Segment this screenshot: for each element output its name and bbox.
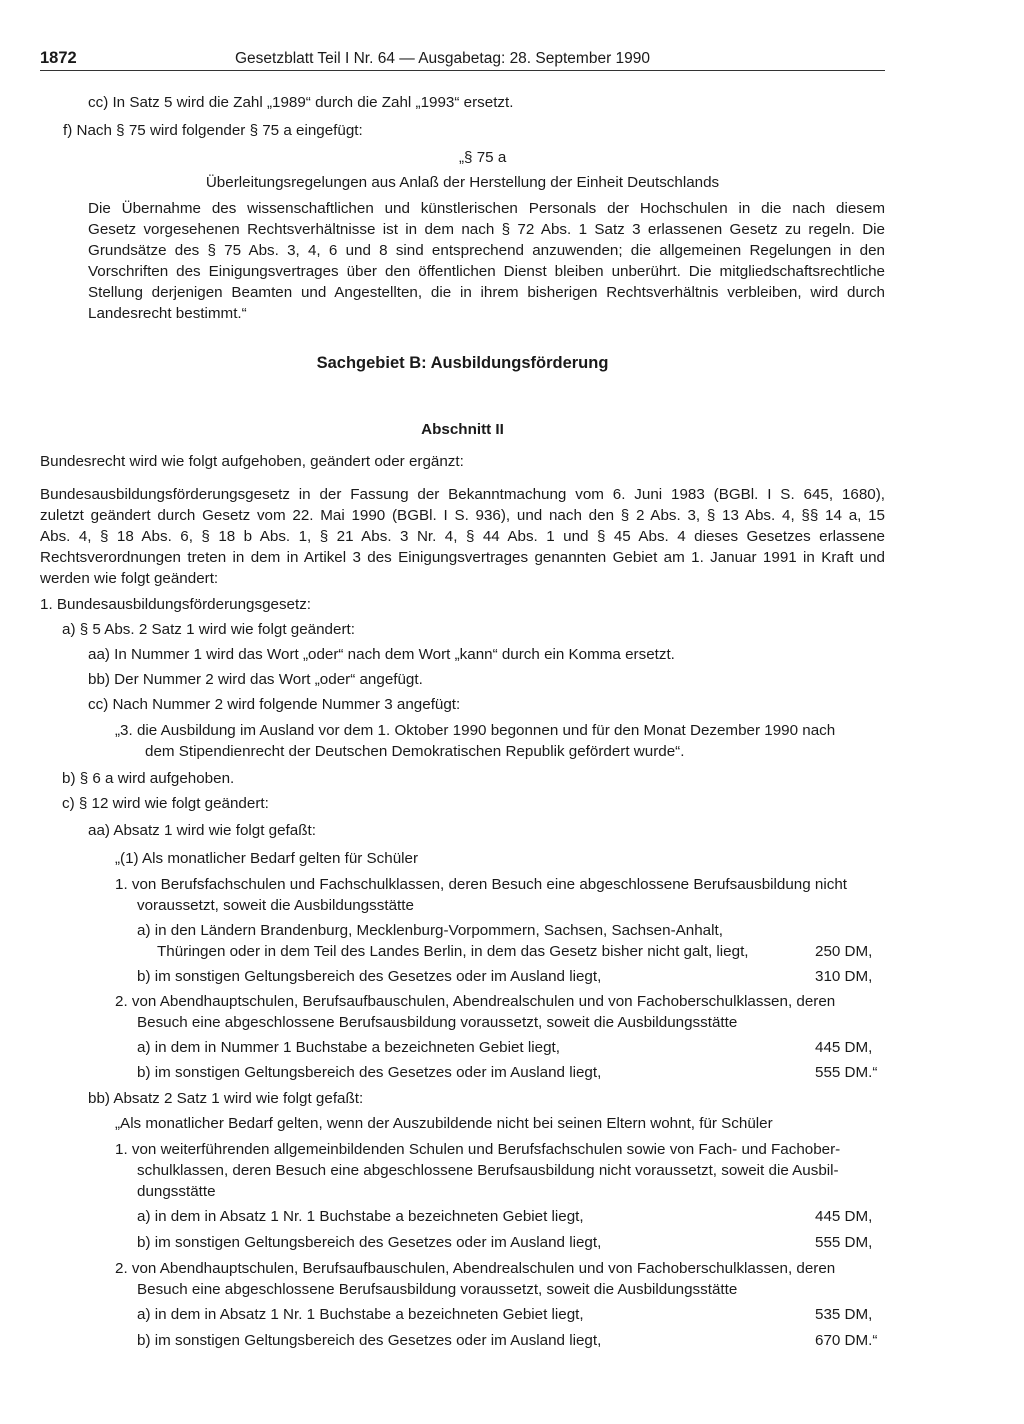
item-a-cc-quote: dem Stipendienrecht der Deutschen Demokratischen Republik gefördert wurde“. [145,743,685,760]
item-c-aa-quote: „(1) Als monatlicher Bedarf gelten für Schüler [115,850,419,867]
page-number: 1872 [40,49,77,67]
section-title: Überleitungsregelungen aus Anlaß der Herstellung der Einheit Deutschlands [205,174,720,191]
law-text-line: Rechtsverordnungen treten in dem in Artikel 3 des Einigungsvertrages genannten Gebiet am 1. Januar 1991 in Kraft und [40,549,885,566]
law-text-line: Bundesausbildungsförderungsgesetz in der Fassung der Bekanntmachung vom 6. Juni 1983 (BGBl. I S. 645, 1680), [40,486,885,503]
amount: 555 DM.“ [815,1064,878,1081]
section-text-line: Vorschriften des Einigungsvertrages über den öffentlichen Dienst bleiben unberührt. Die mitgliedschaftsrechtliche [88,263,885,280]
intro-text: Bundesrecht wird wie folgt aufgehoben, geändert oder ergänzt: [40,453,464,470]
header-title: Gesetzblatt Teil I Nr. 64 — Ausgabetag: 28. September 1990 [235,50,651,67]
amendment-cc: cc) In Satz 5 wird die Zahl „1989“ durch die Zahl „1993“ ersetzt. [88,94,514,111]
item-c-aa-1a: a) in den Ländern Brandenburg, Mecklenburg-Vorpommern, Sachsen, Sachsen-Anhalt, [137,922,723,939]
item-c-aa-1: voraussetzt, soweit die Ausbildungsstätte [137,897,414,914]
amount: 670 DM.“ [815,1332,878,1349]
amount: 310 DM, [815,968,873,985]
item-b: b) § 6 a wird aufgehoben. [62,770,235,787]
section-text-line: Grundsätze des § 75 Abs. 3, 4, 6 und 8 sind entsprechend anzuwenden; die allgemeinen Regelungen in den [88,242,885,259]
item-c-aa-2: 2. von Abendhauptschulen, Berufsaufbauschulen, Abendrealschulen und von Fachoberschulklassen, deren [115,993,836,1010]
item-c-aa-1: 1. von Berufsfachschulen und Fachschulklassen, deren Besuch eine abgeschlossene Berufsausbildung nicht [115,876,847,893]
item-1: 1. Bundesausbildungsförderungsgesetz: [40,596,312,613]
section-text-line: Gesetz vorgesehenen Rechtsverhältnisse ist in dem nach § 72 Abs. 1 Satz 3 erlassenen Gesetz zu regeln. Die [88,221,885,238]
page-header [40,48,885,71]
section-number: „§ 75 a [459,149,507,166]
item-a: a) § 5 Abs. 2 Satz 1 wird wie folgt geändert: [62,621,355,638]
amendment-f: f) Nach § 75 wird folgender § 75 a eingefügt: [63,122,363,139]
item-c-aa-2: Besuch eine abgeschlossene Berufsausbildung voraussetzt, soweit die Ausbildungsstätte [137,1014,738,1031]
item-a-cc: cc) Nach Nummer 2 wird folgende Nummer 3 angefügt: [88,696,461,713]
amount: 555 DM, [815,1234,873,1251]
amount: 445 DM, [815,1208,873,1225]
item-a-cc-quote: „3. die Ausbildung im Ausland vor dem 1. Oktober 1990 begonnen und für den Monat Dezember 1990 nach [115,722,836,739]
sachgebiet-heading: Sachgebiet B: Ausbildungsförderung [316,354,609,372]
amount: 445 DM, [815,1039,873,1056]
item-c-aa-1a: Thüringen oder in dem Teil des Landes Berlin, in dem das Gesetz bisher nicht galt, liegt, [157,943,749,960]
item-c-bb-1: dungsstätte [137,1183,216,1200]
item-c-bb-1a: a) in dem in Absatz 1 Nr. 1 Buchstabe a bezeichneten Gebiet liegt, [137,1208,584,1225]
section-text-line: Landesrecht bestimmt.“ [88,305,247,322]
item-c-aa: aa) Absatz 1 wird wie folgt gefaßt: [88,822,316,839]
item-c-bb-1b: b) im sonstigen Geltungsbereich des Gesetzes oder im Ausland liegt, [137,1234,602,1251]
item-c-bb-2b: b) im sonstigen Geltungsbereich des Gesetzes oder im Ausland liegt, [137,1332,602,1349]
item-a-aa: aa) In Nummer 1 wird das Wort „oder“ nach dem Wort „kann“ durch ein Komma ersetzt. [88,646,675,663]
item-c-bb-2: Besuch eine abgeschlossene Berufsausbildung voraussetzt, soweit die Ausbildungsstätte [137,1281,738,1298]
law-text-line: zuletzt geändert durch Gesetz vom 22. Mai 1990 (BGBl. I S. 936), und nach den § 2 Abs. 3, § 13 Abs. 4, §§ 14 a, 15 [40,507,885,524]
item-c-aa-2a: a) in dem in Nummer 1 Buchstabe a bezeichneten Gebiet liegt, [137,1039,560,1056]
amount: 535 DM, [815,1306,873,1323]
item-c-aa-1b: b) im sonstigen Geltungsbereich des Gesetzes oder im Ausland liegt, [137,968,602,985]
section-text-line: Stellung derjenigen Beamten und Angestellten, die in ihrem bisherigen Rechtsverhältnis verbleiben, wird durch [88,284,885,301]
item-c-bb-2: 2. von Abendhauptschulen, Berufsaufbauschulen, Abendrealschulen und von Fachoberschulklassen, deren [115,1260,836,1277]
item-c: c) § 12 wird wie folgt geändert: [62,795,269,812]
law-text-line: Abs. 4, § 18 Abs. 6, § 18 b Abs. 1, § 21 Abs. 3 Nr. 4, § 44 Abs. 1 und § 45 Abs. 4 dieses Gesetzes erlassene [40,528,885,545]
item-c-bb-quote: „Als monatlicher Bedarf gelten, wenn der Auszubildende nicht bei seinen Eltern wohnt, für Schüler [115,1115,773,1132]
item-c-bb-2a: a) in dem in Absatz 1 Nr. 1 Buchstabe a bezeichneten Gebiet liegt, [137,1306,584,1323]
abschnitt-heading: Abschnitt II [421,421,504,438]
item-c-aa-2b: b) im sonstigen Geltungsbereich des Gesetzes oder im Ausland liegt, [137,1064,602,1081]
item-c-bb-1: schulklassen, deren Besuch eine abgeschlossene Berufsausbildung nicht voraussetzt, soweit die Ausbil- [137,1162,839,1179]
amount: 250 DM, [815,943,873,960]
law-text-line: werden wie folgt geändert: [40,570,219,587]
item-a-bb: bb) Der Nummer 2 wird das Wort „oder“ angefügt. [88,671,423,688]
item-c-bb-1: 1. von weiterführenden allgemeinbildenden Schulen und Berufsfachschulen sowie von Fach- und Fachober- [115,1141,841,1158]
item-c-bb: bb) Absatz 2 Satz 1 wird wie folgt gefaßt: [88,1090,364,1107]
section-text-line: Die Übernahme des wissenschaftlichen und künstlerischen Personals der Hochschulen in die nach diesem [88,200,885,217]
